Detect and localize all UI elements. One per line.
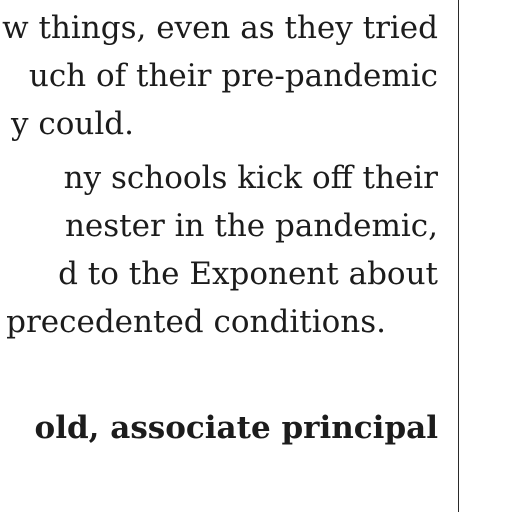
left-line-8-bold: old, associate principal [34, 410, 438, 446]
left-line-4: ny schools kick off their [63, 160, 438, 196]
left-line-7: precedented conditions. [6, 304, 386, 340]
column-divider [458, 0, 459, 512]
left-line-2: uch of their pre-pandemic [28, 58, 438, 94]
left-line-6: d to the Exponent about [58, 256, 438, 292]
left-line-5: nester in the pandemic, [64, 208, 438, 244]
left-line-3: y could. [11, 106, 134, 142]
left-line-1: w things, even as they tried [2, 10, 438, 46]
